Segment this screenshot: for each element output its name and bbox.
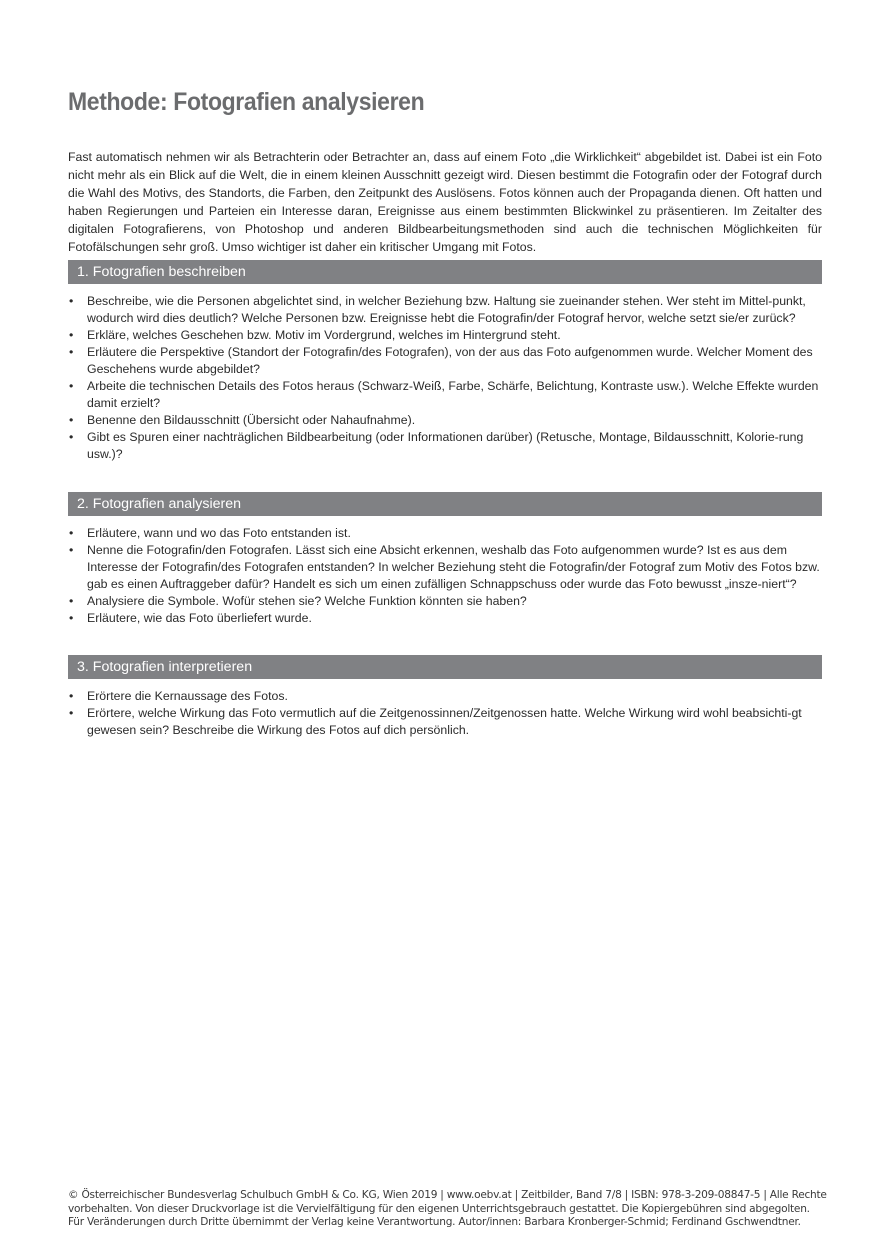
list-item-text: Benenne den Bildausschnitt (Übersicht oder Nahaufnahme).	[87, 413, 416, 427]
list-item	[68, 429, 822, 463]
section-heading: 3. Fotografien interpretieren	[68, 655, 822, 679]
list-item	[68, 525, 822, 542]
list-item-text: Arbeite die technischen Details des Fotos heraus (Schwarz-Weiß, Farbe, Schärfe, Belichtung, Kontraste usw.). Welche Effekte wurden damit erzielt?	[87, 379, 819, 410]
list-item	[68, 344, 822, 378]
list-item	[68, 412, 822, 429]
section-heading: 1. Fotografien beschreiben	[68, 260, 822, 284]
section-analyze	[68, 492, 822, 627]
list-item	[68, 378, 822, 412]
bullet-list	[68, 525, 822, 627]
list-item-text: Beschreibe, wie die Personen abgelichtet sind, in welcher Beziehung bzw. Haltung sie zueinander stehen. Wer steht im Mittel-punkt, wodurch wird dies deutlich? Welche Personen bzw. Ereignisse hebt die Fotografin/der Fotograf hervor, welche setzt sie/er zurück?	[87, 294, 806, 325]
list-item-text: Erörtere die Kernaussage des Fotos.	[87, 689, 288, 703]
bullet-list	[68, 688, 822, 739]
section-heading: 2. Fotografien analysieren	[68, 492, 822, 516]
list-item	[68, 610, 822, 627]
list-item-text: Analysiere die Symbole. Wofür stehen sie? Welche Funktion könnten sie haben?	[87, 594, 527, 608]
list-item-text: Erläutere, wie das Foto überliefert wurde.	[87, 611, 312, 625]
page-title: Methode: Fotografien analysieren	[68, 88, 425, 116]
bullet-icon: •	[69, 526, 74, 540]
list-item	[68, 293, 822, 327]
bullet-icon: •	[69, 294, 74, 308]
bullet-icon: •	[69, 430, 74, 444]
list-item	[68, 705, 822, 739]
bullet-icon: •	[69, 706, 74, 720]
list-item-text: Nenne die Fotografin/den Fotografen. Lässt sich eine Absicht erkennen, weshalb das Foto aufgenommen wurde? Ist es aus dem Interesse der Fotografin/des Fotografen entstanden? In welcher Beziehung steht die Fotografin/der Fotograf zum Motiv des Fotos bzw. gab es einen Auftraggeber dafür? Handelt es sich um einen zufälligen Schnappschuss oder wurde das Foto bewusst „insze-niert“?	[87, 543, 820, 591]
list-item-text: Gibt es Spuren einer nachträglichen Bildbearbeitung (oder Informationen darüber) (Retusche, Montage, Bildausschnitt, Kolorie-rung usw.)?	[87, 430, 804, 461]
list-item	[68, 688, 822, 705]
section-interpret	[68, 655, 822, 739]
section-describe	[68, 260, 822, 463]
intro-paragraph: Fast automatisch nehmen wir als Betrachterin oder Betrachter an, dass auf einem Foto „die Wirklichkeit“ abgebildet ist. Dabei ist ein Foto nicht mehr als ein Blick auf die Welt, die in einem kleinen Ausschnitt gezeigt wird. Diesen bestimmt die Fotografin oder der Fotograf durch die Wahl des Motivs, des Standorts, die Farben, den Zeitpunkt des Auslösens. Fotos können auch der Propaganda dienen. Oft hatten und haben Regierungen und Parteien ein Interesse daran, Ereignisse aus einem bestimmten Blickwinkel zu präsentieren. Im Zeitalter des digitalen Fotografierens, von Photoshop und anderen Bildbearbeitungsmethoden sind auch die technischen Möglichkeiten für Fotofälschungen sehr groß. Umso wichtiger ist daher ein kritischer Umgang mit Fotos.	[68, 150, 822, 255]
bullet-icon: •	[69, 611, 74, 625]
footer-line: © Österreichischer Bundesverlag Schulbuch GmbH & Co. KG, Wien 2019 | www.oebv.at | Zeitbilder, Band 7/8 | ISBN: 978-3-209-08847-5 | Alle Rechte	[68, 1189, 827, 1201]
list-item	[68, 542, 822, 593]
list-item	[68, 593, 822, 610]
bullet-icon: •	[69, 413, 74, 427]
bullet-list	[68, 293, 822, 463]
bullet-icon: •	[69, 345, 74, 359]
list-item-text: Erörtere, welche Wirkung das Foto vermutlich auf die Zeitgenossinnen/Zeitgenossen hatte. Welche Wirkung wird wohl beabsichti-gt gewesen sein? Beschreibe die Wirkung des Fotos auf dich persönlich.	[87, 706, 802, 737]
list-item	[68, 327, 822, 344]
bullet-icon: •	[69, 328, 74, 342]
bullet-icon: •	[69, 689, 74, 703]
list-item-text: Erläutere, wann und wo das Foto entstanden ist.	[87, 526, 351, 540]
copyright-footer	[68, 1189, 828, 1230]
footer-line: Für Veränderungen durch Dritte übernimmt der Verlag keine Verantwortung. Autor/innen: Barbara Kronberger-Schmid; Ferdinand Gschwendtner.	[68, 1216, 801, 1229]
bullet-icon: •	[69, 543, 74, 557]
bullet-icon: •	[69, 594, 74, 608]
footer-line: vorbehalten. Von dieser Druckvorlage ist die Vervielfältigung für den eigenen Unterrichtsgebrauch gestattet. Die Kopiergebühren sind abgegolten.	[68, 1202, 810, 1215]
bullet-icon: •	[69, 379, 74, 393]
list-item-text: Erkläre, welches Geschehen bzw. Motiv im Vordergrund, welches im Hintergrund steht.	[87, 328, 561, 342]
list-item-text: Erläutere die Perspektive (Standort der Fotografin/des Fotografen), von der aus das Foto aufgenommen wurde. Welcher Moment des Geschehens wurde abgebildet?	[87, 345, 813, 376]
